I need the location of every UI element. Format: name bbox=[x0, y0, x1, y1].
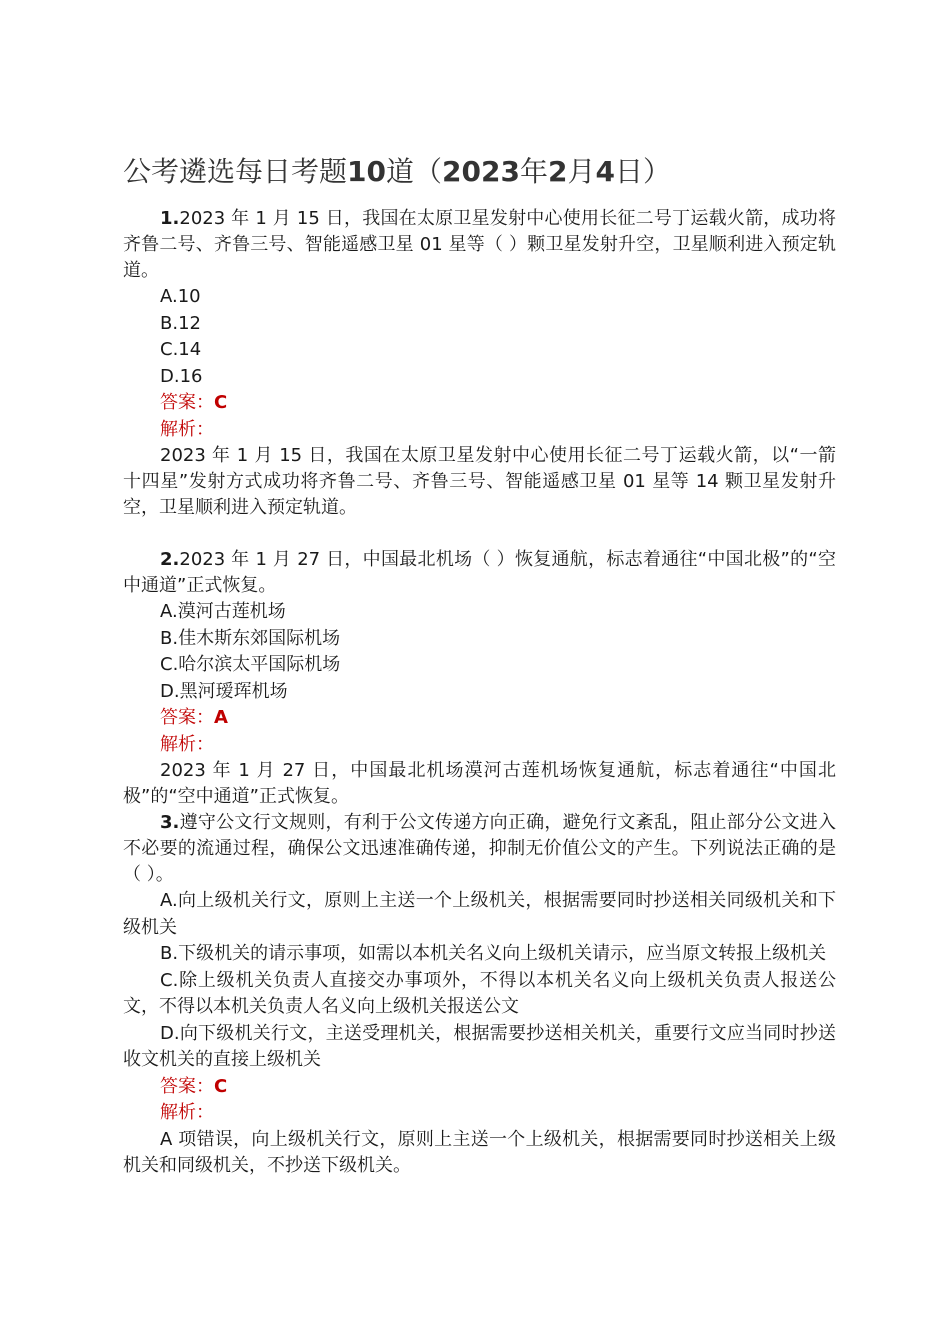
answer-line: 答案：C bbox=[160, 392, 228, 413]
question-stem: 2.2023 年 1 月 27 日，中国最北机场（ ）恢复通航，标志着通往“中国北极”的“空中通道”正式恢复。 bbox=[123, 549, 836, 596]
option-d: D.向下级机关行文，主送受理机关，根据需要抄送相关机关，重要行文应当同时抄送收文机关的直接上级机关 bbox=[123, 1022, 836, 1070]
option-c: C.哈尔滨太平国际机场 bbox=[160, 654, 341, 675]
option-b: B.下级机关的请示事项，如需以本机关名义向上级机关请示，应当原文转报上级机关 bbox=[160, 943, 827, 964]
analysis-text: 2023 年 1 月 15 日，我国在太原卫星发射中心使用长征二号丁运载火箭，以“一箭十四星”发射方式成功将齐鲁二号、齐鲁三号、智能遥感卫星 01 星等 14 颗卫星发射升空，卫星顺利进入预定轨道。 bbox=[123, 445, 836, 518]
question-3 bbox=[123, 810, 836, 1179]
option-d: D.黑河瑷珲机场 bbox=[160, 680, 288, 702]
option-a: A.漠河古莲机场 bbox=[160, 601, 286, 622]
option-a: A.向上级机关行文，原则上主送一个上级机关，根据需要同时抄送相关同级机关和下级机关 bbox=[123, 890, 836, 938]
option-c: C.14 bbox=[160, 339, 202, 360]
analysis-text: A 项错误，向上级机关行文，原则上主送一个上级机关，根据需要同时抄送相关上级机关和同级机关，不抄送下级机关。 bbox=[123, 1128, 836, 1176]
option-c: C.除上级机关负责人直接交办事项外，不得以本机关名义向上级机关负责人报送公文，不得以本机关负责人名义向上级机关报送公文 bbox=[123, 969, 836, 1017]
option-b: B.佳木斯东郊国际机场 bbox=[160, 627, 341, 649]
answer-line: 答案：C bbox=[160, 1075, 228, 1097]
question-stem: 1.2023 年 1 月 15 日，我国在太原卫星发射中心使用长征二号丁运载火箭，成功将齐鲁二号、齐鲁三号、智能遥感卫星 01 星等（ ）颗卫星发射升空，卫星顺利进入预定轨道。 bbox=[123, 208, 836, 281]
analysis-text: 2023 年 1 月 27 日，中国最北机场漠河古莲机场恢复通航，标志着通往“中国北极”的“空中通道”正式恢复。 bbox=[123, 760, 836, 807]
question-1 bbox=[123, 206, 836, 521]
question-list bbox=[123, 206, 836, 1179]
page-title: 公考遴选每日考题10道（2023年2月4日） bbox=[123, 155, 671, 188]
analysis-label: 解析： bbox=[160, 418, 214, 440]
analysis-label: 解析： bbox=[160, 733, 214, 755]
answer-line: 答案：A bbox=[160, 707, 228, 728]
question-stem: 3.遵守公文行文规则，有利于公文传递方向正确，避免行文紊乱，阻止部分公文进入不必要的流通过程，确保公文迅速准确传递，抑制无价值公文的产生。下列说法正确的是（ ）。 bbox=[123, 812, 836, 885]
option-d: D.16 bbox=[160, 365, 203, 387]
analysis-label: 解析： bbox=[160, 1102, 214, 1123]
question-2 bbox=[123, 547, 836, 810]
option-a: A.10 bbox=[160, 286, 201, 307]
option-b: B.12 bbox=[160, 312, 201, 334]
spacer bbox=[123, 521, 836, 547]
